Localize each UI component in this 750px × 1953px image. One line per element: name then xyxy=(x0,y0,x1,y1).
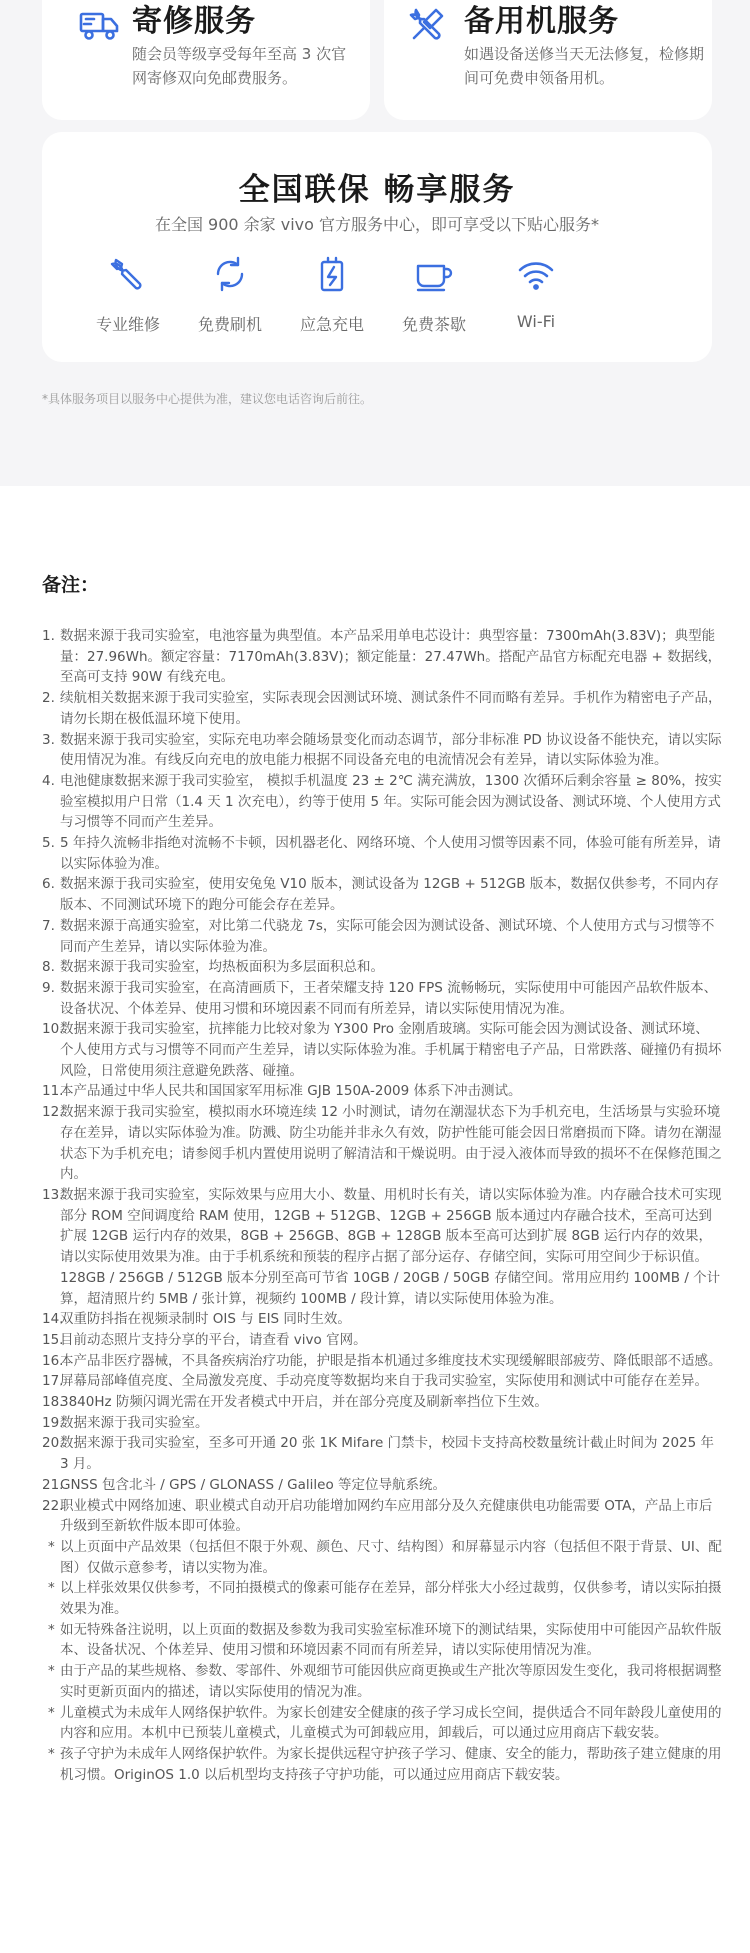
note-number: 22. xyxy=(42,1497,64,1514)
note-number: 3. xyxy=(42,731,55,748)
service-label: Wi-Fi xyxy=(516,312,556,331)
note-item xyxy=(42,688,722,729)
nationwide-subtitle: 在全国 900 余家 vivo 官方服务中心，即可享受以下贴心服务* xyxy=(154,215,600,234)
service-label: 免费茶歇 xyxy=(401,315,466,334)
note-text: 数据来源于我司实验室，至多可开通 20 张 1K Mifare 门禁卡，校园卡支持高校数量统计截止时间为 2025 年 3 月。 xyxy=(60,1435,714,1473)
note-item xyxy=(42,771,722,833)
note-text: 双重防抖指在视频录制时 OIS 与 EIS 同时生效。 xyxy=(60,1311,351,1328)
note-asterisk: * xyxy=(48,1704,55,1721)
note-number: 13. xyxy=(42,1186,64,1203)
service-flash xyxy=(180,254,280,335)
note-text: 数据来源于我司实验室，模拟雨水环境连续 12 小时测试，请勿在潮湿状态下为手机充电，生活场景与实验环境存在差异，请以实际体验为准。防溅、防尘功能并非永久有效，防护性能可能会因日常磨损而下降。请勿在潮湿状态下为手机充电；请参阅手机内置使用说明了解清洁和干燥说明。由于浸入液体而导致的损坏不在保修范围之内。 xyxy=(60,1104,722,1183)
note-text: 5 年持久流畅非指绝对流畅不卡顿，因机器老化、网络环境、个人使用习惯等因素不同，体验可能有所差异，请以实际体验为准。 xyxy=(60,835,721,872)
note-number: 10. xyxy=(42,1021,64,1038)
note-text: 本产品通过中华人民共和国国家军用标准 GJB 150A-2009 体系下冲击测试。 xyxy=(60,1083,522,1100)
backup-phone-card xyxy=(384,0,712,120)
note-number: 4. xyxy=(42,772,55,789)
note-item xyxy=(42,1309,722,1330)
note-item xyxy=(42,1019,722,1081)
note-text: 数据来源于我司实验室，使用安兔兔 V10 版本，测试设备为 12GB + 512GB 版本，数据仅供参考，不同内存版本、不同测试环境下的跑分可能会存在差异。 xyxy=(60,876,719,914)
note-item xyxy=(42,1185,722,1309)
note-number: 21. xyxy=(42,1476,64,1493)
repair-service-card xyxy=(42,0,370,120)
service-charging xyxy=(282,254,382,335)
service-repair xyxy=(78,254,178,335)
note-text: 数据来源于我司实验室，实际充电功率会随场景变化而动态调节，部分非标准 PD 协议设备不能快充，请以实际使用情况为准。有线反向充电的放电能力根据不同设备充电的电流情况会有差异，请以实际体验为准。 xyxy=(60,731,722,769)
note-item xyxy=(42,1496,722,1537)
note-number: 20. xyxy=(42,1435,64,1452)
wrench-icon xyxy=(108,254,148,294)
note-asterisk: * xyxy=(48,1580,55,1597)
note-text: 数据来源于我司实验室。 xyxy=(60,1414,209,1431)
note-item xyxy=(42,1661,722,1702)
note-text: 由于产品的某些规格、参数、零部件、外观细节可能因供应商更换或生产批次等原因发生变化，我司将根据调整实时更新页面内的描述，请以实际使用的情况为准。 xyxy=(60,1663,722,1700)
note-text: 如无特殊备注说明，以上页面的数据及参数为我司实验室标准环境下的测试结果，实际使用中可能因产品软件版本、设备状况、个体差异、使用习惯和环境因素不同而有所差异，请以实际使用情况为准。 xyxy=(60,1621,722,1659)
note-item xyxy=(42,957,722,978)
note-item xyxy=(42,1330,722,1351)
notes-title: 备注： xyxy=(42,574,100,596)
service-label: 免费刷机 xyxy=(197,315,262,334)
backup-phone-desc: 如遇设备送修当天无法修复，检修期间可免费申领备用机。 xyxy=(464,45,705,87)
note-text: 儿童模式为未成年人网络保护软件。为家长创建安全健康的孩子学习成长空间，提供适合不同年龄段儿童使用的内容和应用。本机中已预装儿童模式，儿童模式为可卸载应用，卸载后，可以通过应用商店下载安装。 xyxy=(60,1704,722,1742)
note-asterisk: * xyxy=(48,1663,55,1680)
note-number: 11. xyxy=(42,1083,64,1100)
note-number: 2. xyxy=(42,690,55,707)
note-number: 6. xyxy=(42,876,55,893)
note-item xyxy=(42,874,722,915)
note-item xyxy=(42,1475,722,1496)
service-wifi xyxy=(486,254,586,331)
note-item xyxy=(42,1703,722,1744)
note-number: 14. xyxy=(42,1311,64,1328)
tools-icon xyxy=(406,4,448,46)
note-text: 数据来源于我司实验室，实际效果与应用大小、数量、用机时长有关，请以实际体验为准。内存融合技术可实现部分 ROM 空间调度给 RAM 使用，12GB + 512GB、12GB + 256GB 版本通过内存融合技术，至高可达到扩展 12GB 运行内存的效果，8GB + 256GB、8GB + 128GB 版本至高可达到扩展 8GB 运行内存的效果，请以实际使用效果为准。由于手机系统和预装的程序占据了部分运存、存储空间，实际可用空间少于标识值。128GB / 256GB / 512GB 版本分别至高可节省 10GB / 20GB / 50GB 存储空间。常用应用约 100MB / 个计算，超清照片约 5MB / 张计算，视频约 100MB / 段计算，请以实际使用体验为准。 xyxy=(60,1186,722,1307)
note-text: 以上样张效果仅供参考，不同拍摄模式的像素可能存在差异，部分样张大小经过裁剪，仅供参考，请以实际拍摄效果为准。 xyxy=(60,1580,722,1618)
note-text: 目前动态照片支持分享的平台，请查看 vivo 官网。 xyxy=(60,1331,367,1348)
note-number: 17. xyxy=(42,1373,64,1390)
note-text: 数据来源于我司实验室，均热板面积为多层面积总和。 xyxy=(60,959,384,976)
note-text: 3840Hz 防频闪调光需在开发者模式中开启，并在部分亮度及刷新率挡位下生效。 xyxy=(60,1394,548,1411)
note-number: 12. xyxy=(42,1104,64,1121)
service-label: 专业维修 xyxy=(95,315,160,334)
wifi-icon xyxy=(516,254,556,294)
note-item xyxy=(42,1351,722,1372)
note-item xyxy=(42,1413,722,1434)
note-text: GNSS 包含北斗 / GPS / GLONASS / Galileo 等定位导航系统。 xyxy=(60,1476,446,1493)
note-item xyxy=(42,833,722,874)
note-asterisk: * xyxy=(48,1745,55,1762)
service-tea xyxy=(384,254,484,335)
services-section xyxy=(0,0,750,486)
notes-list xyxy=(42,626,722,1785)
note-number: 16. xyxy=(42,1352,64,1369)
note-text: 续航相关数据来源于我司实验室，实际表现会因测试环境、测试条件不同而略有差异。手机作为精密电子产品，请勿长期在极低温环境下使用。 xyxy=(60,690,722,727)
note-item xyxy=(42,916,722,957)
note-text: 孩子守护为未成年人网络保护软件。为家长提供远程守护孩子学习、健康、安全的能力，帮助孩子建立健康的用机习惯。OriginOS 1.0 以后机型均支持孩子守护功能，可以通过应用商店下载安装。 xyxy=(60,1745,722,1783)
note-text: 数据来源于我司实验室，在高清画质下，王者荣耀支持 120 FPS 流畅畅玩，实际使用中可能因产品软件版本、设备状况、个体差异、使用习惯和环境因素不同而有所差异，请以实际使用情况为准。 xyxy=(60,979,718,1017)
note-number: 18. xyxy=(42,1394,64,1411)
note-item xyxy=(42,1620,722,1661)
note-text: 数据来源于我司实验室，电池容量为典型值。本产品采用单电芯设计：典型容量：7300mAh(3.83V)；典型能量：27.96Wh。额定容量：7170mAh(3.83V)；额定能量：27.47Wh。搭配产品官方标配充电器 + 数据线，至高可支持 90W 有线充电。 xyxy=(60,628,722,686)
note-item xyxy=(42,1081,722,1102)
note-number: 1. xyxy=(42,628,55,644)
note-number: 19. xyxy=(42,1414,64,1431)
repair-service-title: 寄修服务 xyxy=(132,4,256,39)
note-text: 屏幕局部峰值亮度、全局激发亮度、手动亮度等数据均来自于我司实验室，实际使用和测试中可能存在差异。 xyxy=(60,1373,708,1390)
note-item xyxy=(42,978,722,1019)
note-asterisk: * xyxy=(48,1538,55,1555)
note-text: 数据来源于高通实验室，对比第二代骁龙 7s，实际可能会因为测试设备、测试环境、个人使用方式与习惯等不同而产生差异，请以实际体验为准。 xyxy=(60,917,715,955)
note-number: 8. xyxy=(42,959,55,976)
note-text: 本产品非医疗器械，不具备疾病治疗功能，护眼是指本机通过多维度技术实现缓解眼部疲劳、降低眼部不适感。 xyxy=(60,1352,722,1369)
note-item xyxy=(42,1392,722,1413)
note-text: 以上页面中产品效果（包括但不限于外观、颜色、尺寸、结构图）和屏幕显示内容（包括但不限于背景、UI、配图）仅做示意参考，请以实物为准。 xyxy=(60,1538,722,1576)
service-label: 应急充电 xyxy=(299,315,364,334)
note-item xyxy=(42,1433,722,1474)
note-number: 5. xyxy=(42,835,55,852)
backup-phone-title: 备用机服务 xyxy=(464,4,619,39)
nationwide-title: 全国联保 畅享服务 xyxy=(238,172,516,208)
coffee-cup-icon xyxy=(414,254,454,294)
note-asterisk: * xyxy=(48,1621,55,1638)
repair-service-desc: 随会员等级享受每年至高 3 次官网寄修双向免邮费服务。 xyxy=(132,45,347,87)
note-item xyxy=(42,1102,722,1185)
note-item xyxy=(42,1371,722,1392)
note-item xyxy=(42,730,722,771)
note-number: 7. xyxy=(42,917,55,934)
note-text: 数据来源于我司实验室，抗摔能力比较对象为 Y300 Pro 金刚盾玻璃。实际可能会因为测试设备、测试环境、个人使用方式与习惯等不同而产生差异，请以实际体验为准。手机属于精密电子产品，日常跌落、碰撞仍有损坏风险，日常使用须注意避免跌落、碰撞。 xyxy=(60,1021,722,1079)
note-number: 9. xyxy=(42,979,55,996)
note-item xyxy=(42,1537,722,1578)
refresh-icon xyxy=(210,254,250,294)
note-number: 15. xyxy=(42,1331,64,1348)
services-footnote: *具体服务项目以服务中心提供为准，建议您电话咨询后前往。 xyxy=(42,392,373,406)
delivery-truck-icon xyxy=(78,4,120,46)
note-text: 职业模式中网络加速、职业模式自动开启功能增加网约车应用部分及久充健康供电功能需要 OTA，产品上市后升级到至新软件版本即可体验。 xyxy=(60,1497,713,1535)
note-item xyxy=(42,1578,722,1619)
note-item xyxy=(42,1744,722,1785)
battery-charge-icon xyxy=(312,254,352,294)
note-item xyxy=(42,626,722,688)
nationwide-warranty-card xyxy=(42,132,712,362)
note-text: 电池健康数据来源于我司实验室， 模拟手机温度 23 ± 2℃ 满充满放，1300 次循环后剩余容量 ≥ 80%，按实验室模拟用户日常（1.4 天 1 次充电），约等于使用 5 年。实际可能会因为测试设备、测试环境、个人使用方式与习惯等不同而产生差异。 xyxy=(60,772,722,831)
